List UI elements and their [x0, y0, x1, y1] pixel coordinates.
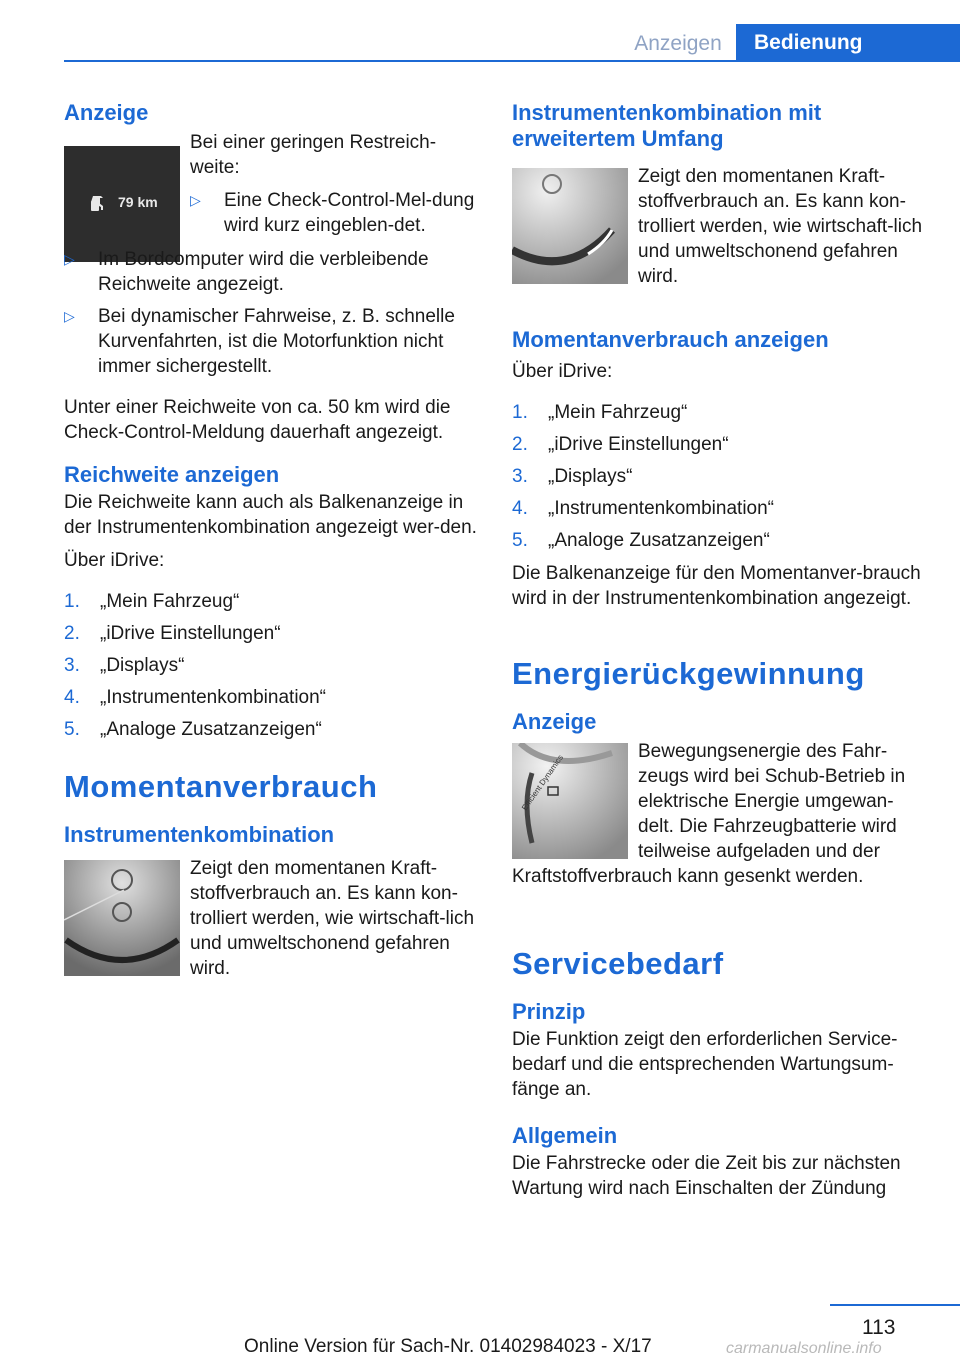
tab-bedienung[interactable]: Bedienung: [736, 24, 960, 62]
bullet-item: [190, 188, 478, 238]
range-figure-block: [64, 130, 478, 238]
bullet-text: Eine Check-Control-Mel-dung wird kurz eingeblen-det.: [224, 190, 475, 236]
triangle-bullet-icon: ▷: [190, 192, 201, 208]
efficient-dynamics-image: [512, 743, 628, 859]
energy-text-cont: Kraftstoffverbrauch kann gesenkt werden.: [512, 866, 864, 887]
online-version-note: Online Version für Sach-Nr. 01402984023 - X/17: [244, 1336, 652, 1357]
instr-extended-heading: Instrumentenkombination mit erweitertem Umfang: [512, 100, 822, 151]
energy-text: Bewegungsenergie des Fahr-zeugs wird bei Schub-Betrieb in elektrische Energie umgewan-delt. Die Fahrzeugbatterie wird teilweise aufgeladen und der: [638, 741, 906, 862]
bullet-text: Im Bordcomputer wird die verbleibende Reichweite angezeigt.: [98, 249, 429, 295]
bullet-item: [64, 304, 478, 379]
paragraph: Unter einer Reichweite von ca. 50 km wird die Check-Control-Meldung dauerhaft angezeigt.: [64, 397, 451, 443]
range-display-image: [64, 146, 180, 262]
list-item: 2. „iDrive Einstellungen“: [512, 434, 729, 455]
list-item: 2. „iDrive Einstellungen“: [64, 623, 281, 644]
instrument-cluster-image: [64, 860, 180, 976]
steps-list: [512, 400, 926, 553]
efficient-dynamics-label: Efficient Dynamics: [520, 753, 566, 813]
paragraph: Die Fahrstrecke oder die Zeit bis zur nächsten Wartung wird nach Einschalten der Zündung: [512, 1153, 901, 1199]
instrument-figure-block: [64, 856, 478, 981]
list-item: 1. „Mein Fahrzeug“: [512, 402, 688, 423]
anzeige-heading: Anzeige: [512, 709, 597, 734]
right-column: [512, 100, 926, 1201]
paragraph: Die Balkenanzeige für den Momentanver-brauch wird in der Instrumentenkombination angezeigt.: [512, 563, 921, 609]
allgemein-heading: Allgemein: [512, 1123, 618, 1148]
list-item: 5. „Analoge Zusatzanzeigen“: [512, 530, 770, 551]
left-column: [64, 100, 478, 981]
triangle-bullet-icon: ▷: [64, 251, 75, 267]
paragraph: Die Funktion zeigt den erforderlichen Service-bedarf und die entsprechenden Wartungsum-fänge an.: [512, 1029, 898, 1100]
prinzip-heading: Prinzip: [512, 999, 586, 1024]
list-item: 3. „Displays“: [512, 466, 633, 487]
low-range-intro: Bei einer geringen Restreich-weite:: [190, 132, 437, 178]
instrument-text: Zeigt den momentanen Kraft-stoffverbrauch an. Es kann kon-trolliert werden, wie wirtschaft-lich und umweltschonend gefahren wird.: [190, 858, 475, 979]
energierueckgewinnung-heading: Energierückgewinnung: [512, 656, 865, 691]
range-readout: 79 km: [118, 194, 158, 210]
page-number: 113: [862, 1316, 896, 1339]
triangle-bullet-icon: ▷: [64, 308, 75, 324]
servicebedarf-heading: Servicebedarf: [512, 946, 724, 981]
bullet-text: Bei dynamischer Fahrweise, z. B. schnelle Kurvenfahrten, ist die Motorfunktion nicht immer sichergestellt.: [98, 306, 455, 377]
momentanverbrauch-heading: Momentanverbrauch: [64, 769, 378, 804]
steps-list: [64, 589, 478, 742]
header-rule: [64, 60, 960, 62]
footer-rule: [830, 1304, 960, 1306]
idrive-label: Über iDrive:: [64, 550, 165, 571]
energy-figure-block: [512, 739, 926, 864]
anzeige-heading: Anzeige: [64, 100, 149, 125]
idrive-label: Über iDrive:: [512, 361, 613, 382]
reichweite-heading: Reichweite anzeigen: [64, 462, 280, 487]
list-item: 1. „Mein Fahrzeug“: [64, 591, 240, 612]
instr-extended-figure-block: [512, 164, 926, 289]
bullet-item: [64, 247, 478, 297]
paragraph: Die Reichweite kann auch als Balkenanzeige in der Instrumentenkombination angezeigt wer-den.: [64, 492, 477, 538]
instrumentenkombination-heading: Instrumentenkombination: [64, 822, 335, 847]
tab-anzeigen[interactable]: Anzeigen: [634, 32, 722, 55]
watermark: carmanualsonline.info: [726, 1340, 882, 1357]
momentan-anzeigen-heading: Momentanverbrauch anzeigen: [512, 327, 829, 352]
list-item: 4. „Instrumentenkombination“: [512, 498, 774, 519]
list-item: 3. „Displays“: [64, 655, 185, 676]
instr-extended-text: Zeigt den momentanen Kraft-stoffverbrauch an. Es kann kon-trolliert werden, wie wirtschaft-lich und umweltschonend gefahren wird.: [638, 166, 923, 287]
list-item: 5. „Analoge Zusatzanzeigen“: [64, 719, 322, 740]
instrument-extended-image: [512, 168, 628, 284]
list-item: 4. „Instrumentenkombination“: [64, 687, 326, 708]
